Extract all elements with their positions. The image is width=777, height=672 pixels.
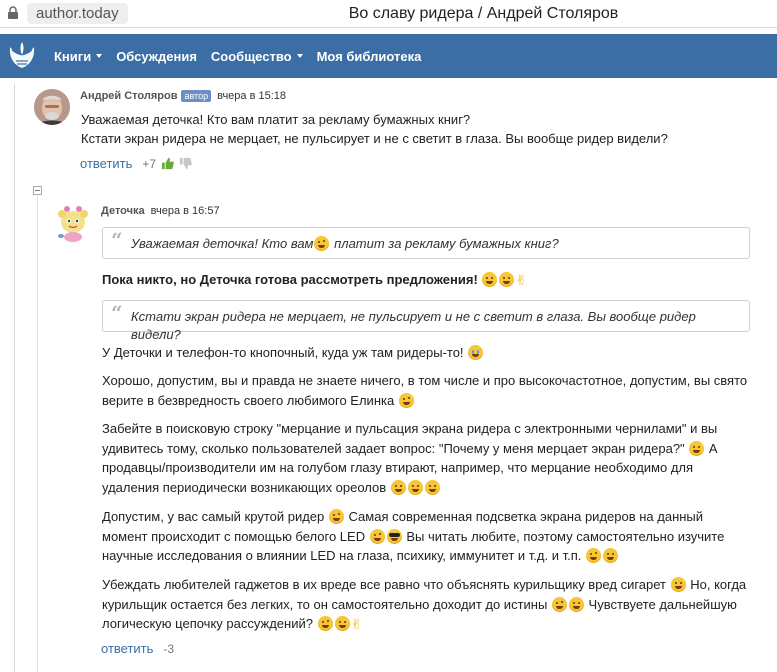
paragraph-text: Допустим, у вас самый крутой ридер [102,509,325,524]
collapse-toggle[interactable] [33,186,42,195]
sunglasses-emoji-icon [387,529,402,544]
paragraph-text: Забейте в поисковую строку "мерцание и пульсация экрана ридера с электронными чернилами" и вы удивитесь тому, сколько пользователей задает вопрос: "Почему у меня мерцает экран ридера?" [102,421,718,456]
url-field[interactable]: author.today [27,3,128,24]
comment-line: Уважаемая деточка! Кто вам платит за рекламу бумажных книг? [81,112,471,127]
comment-paragraph [102,371,752,410]
thumbs-up-icon[interactable] [161,157,174,170]
comment-header [101,205,220,217]
comment-author[interactable]: Деточка [101,205,145,217]
wink-emoji-icon [370,529,385,544]
quote-text: Уважаемая деточка! Кто вам [131,236,314,251]
reply-thread-line [37,196,38,672]
comment-paragraph [102,419,752,497]
nav-my-library[interactable] [317,49,422,64]
nav-discussions-label: Обсуждения [116,48,197,64]
browser-address-bar [0,0,777,28]
thread-line [14,84,15,672]
laughing-emoji-icon [391,480,406,495]
tongue-emoji-icon [603,548,618,563]
wink-emoji-icon [552,597,567,612]
bold-text: Пока никто, но Деточка готова рассмотреть предложения! [102,272,478,287]
comment-actions [80,156,192,171]
chevron-down-icon [96,54,102,58]
nav-books[interactable] [54,49,102,64]
tongue-emoji-icon [499,272,514,287]
paragraph-text: Убеждать любителей гаджетов в их вреде все равно что объяснять курильщику вред сигарет [102,577,667,592]
comment-body [81,110,761,148]
reply-button[interactable]: ответить [101,641,154,656]
reply-button[interactable]: ответить [80,156,133,171]
victory-hand-icon: ✌ [515,273,528,289]
wink-emoji-icon [586,548,601,563]
comment-date[interactable]: вчера в 15:18 [217,90,287,102]
quote-block [102,227,750,259]
paragraph-text: А продавцы/производители им на голубом глазу втирают, например, что мерцание необходимо для удаления периодически возникающих ореолов [102,440,718,495]
nav-discussions[interactable] [116,49,197,64]
site-nav [0,34,777,78]
comment-paragraph [102,575,752,636]
paragraph-text: Самая современная подсветка экрана ридеров на данный момент происходит с помощью белого LED [102,509,704,544]
laughing-emoji-icon [482,272,497,287]
tongue-emoji-icon [689,441,704,456]
wink-emoji-icon [399,393,414,408]
quote-icon: “ [111,301,123,325]
quote-block [102,300,750,342]
crying-emoji-icon [468,345,483,360]
comment-score: +7 [142,156,157,171]
paragraph-text: У Деточки и телефон-то кнопочный, куда уж там ридеры-то! [102,345,464,360]
paragraph-text: Чувствуете дальнейшую логическую цепочку рассуждений? [102,596,737,631]
laughing-emoji-icon [425,480,440,495]
paragraph-text: Хорошо, допустим, вы и правда не знаете ничего, в том числе и про высокочастотное, допустим, вы свято верите в безвредность своего любимого Елинка [102,373,748,408]
comment-paragraph [102,507,752,566]
comment-paragraph [102,270,752,292]
quote-text: Кстати экран ридера не мерцает, не пульсирует и не с светит в глаза. Вы вообще ридер видели? [131,309,696,342]
deточка-avatar-icon [54,205,92,243]
author-avatar-icon [34,89,70,125]
nav-community-label: Сообщество [210,48,292,64]
comment-author[interactable]: Андрей Столяров [80,90,178,102]
chevron-down-icon [297,54,303,58]
page-title: Во славу ридера / Андрей Столяров [348,5,619,22]
nav-my-library-label: Моя библиотека [316,48,422,64]
paragraph-text: Вы читать любите, поэтому самостоятельно изучите научные исследования о влиянии LED на глаза, психику, иммунитет и т.д. и т.п. [102,528,725,563]
wink-emoji-icon [314,236,329,251]
comment-date[interactable]: вчера в 16:57 [150,205,220,217]
avatar[interactable] [34,89,70,125]
site-logo-icon[interactable] [4,38,40,74]
avatar[interactable] [54,205,92,243]
wink-emoji-icon [329,509,344,524]
comment-line: Кстати экран ридера не мерцает, не пульсирует и не с светит в глаза. Вы вообще ридер видели? [81,131,668,146]
nav-books-label: Книги [54,48,92,64]
quote-text: платит за рекламу бумажных книг? [330,236,559,251]
nav-community[interactable] [211,49,303,64]
comment-header [80,90,286,102]
tongue-emoji-icon [569,597,584,612]
comment-actions [101,641,174,656]
victory-hand-icon: ✌ [350,617,363,633]
author-badge: автор [181,90,211,102]
laughing-emoji-icon [335,616,350,631]
comment-paragraph [102,343,752,363]
comment-score: -3 [163,641,175,656]
paragraph-text: Но, когда курильщик остается без легких, то он самостоятельно доходит до истины [102,577,747,612]
laughing-emoji-icon [671,577,686,592]
wink-emoji-icon [318,616,333,631]
laughing-emoji-icon [408,480,423,495]
thumbs-down-icon[interactable] [179,157,192,170]
quote-icon: “ [111,228,123,252]
